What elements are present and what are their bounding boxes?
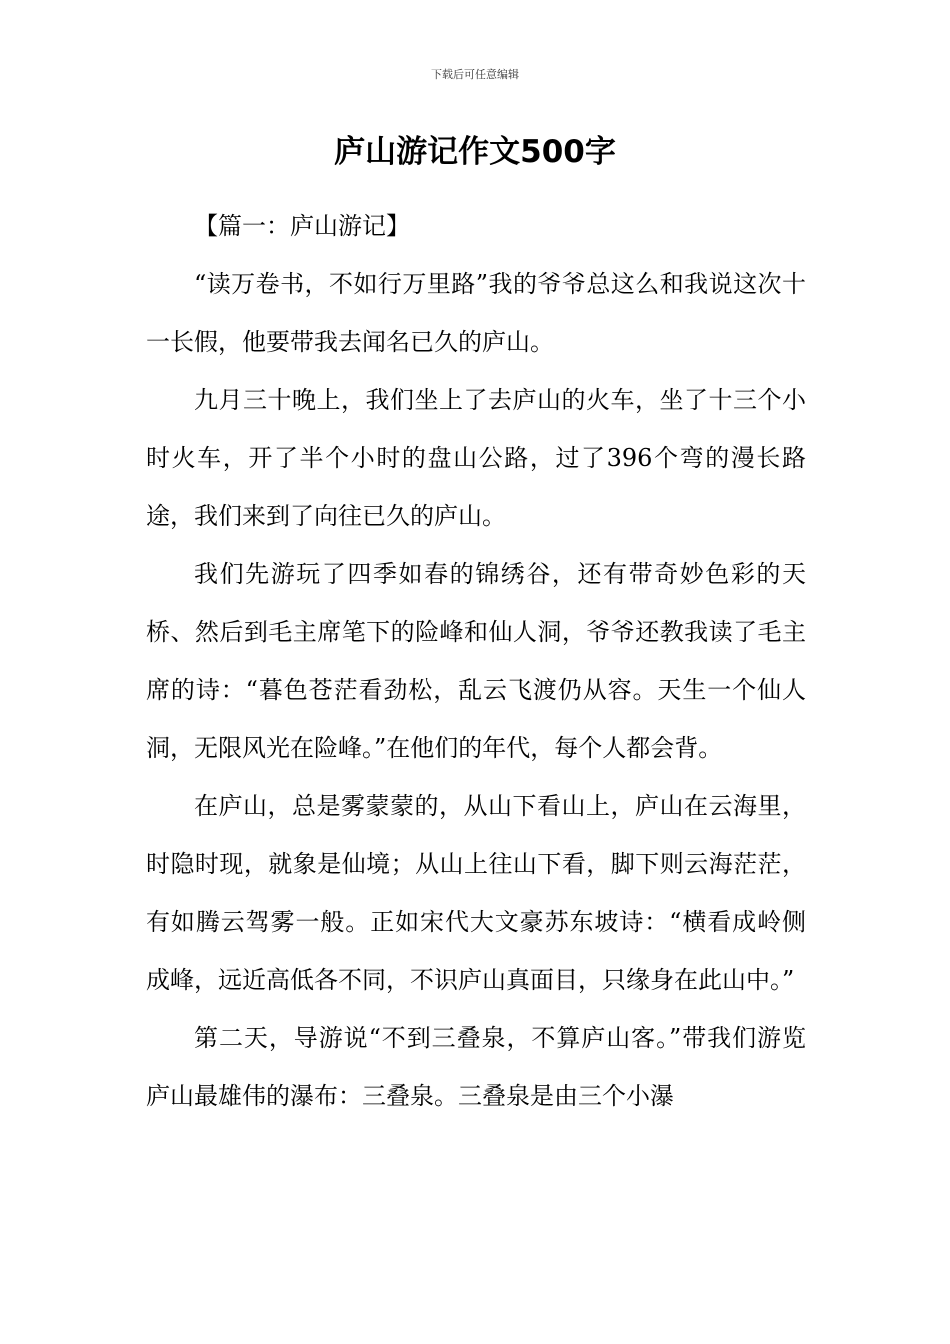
- paragraph-4: 在庐山，总是雾蒙蒙的，从山下看山上，庐山在云海里，时隐时现，就象是仙境；从山上往山下看，脚下则云海茫茫，有如腾云驾雾一般。正如宋代大文豪苏东坡诗：“横看成岭侧成峰，远近高低各不同，不识庐山真面目，只缘身在此山中。”: [146, 792, 806, 994]
- document-body: [146, 197, 806, 1125]
- paragraph-2: 九月三十晚上，我们坐上了去庐山的火车，坐了十三个小时火车，开了半个小时的盘山公路，过了396个弯的漫长路途，我们来到了向往已久的庐山。: [146, 386, 806, 530]
- header-note: 下载后可任意编辑: [431, 68, 519, 81]
- paragraph-1: “读万卷书，不如行万里路”我的爷爷总这么和我说这次十一长假，他要带我去闻名已久的庐山。: [146, 270, 806, 356]
- section-heading: 【篇一：庐山游记】: [194, 212, 410, 240]
- paragraph-5: 第二天，导游说“不到三叠泉，不算庐山客。”带我们游览庐山最雄伟的瀑布：三叠泉。三叠泉是由三个小瀑: [146, 1024, 806, 1110]
- paragraph-3: 我们先游玩了四季如春的锦绣谷，还有带奇妙色彩的天桥、然后到毛主席笔下的险峰和仙人洞，爷爷还教我读了毛主席的诗：“暮色苍茫看劲松，乱云飞渡仍从容。天生一个仙人洞，无限风光在险峰。”在他们的年代，每个人都会背。: [146, 560, 806, 762]
- document-title: 庐山游记作文500字: [334, 134, 616, 170]
